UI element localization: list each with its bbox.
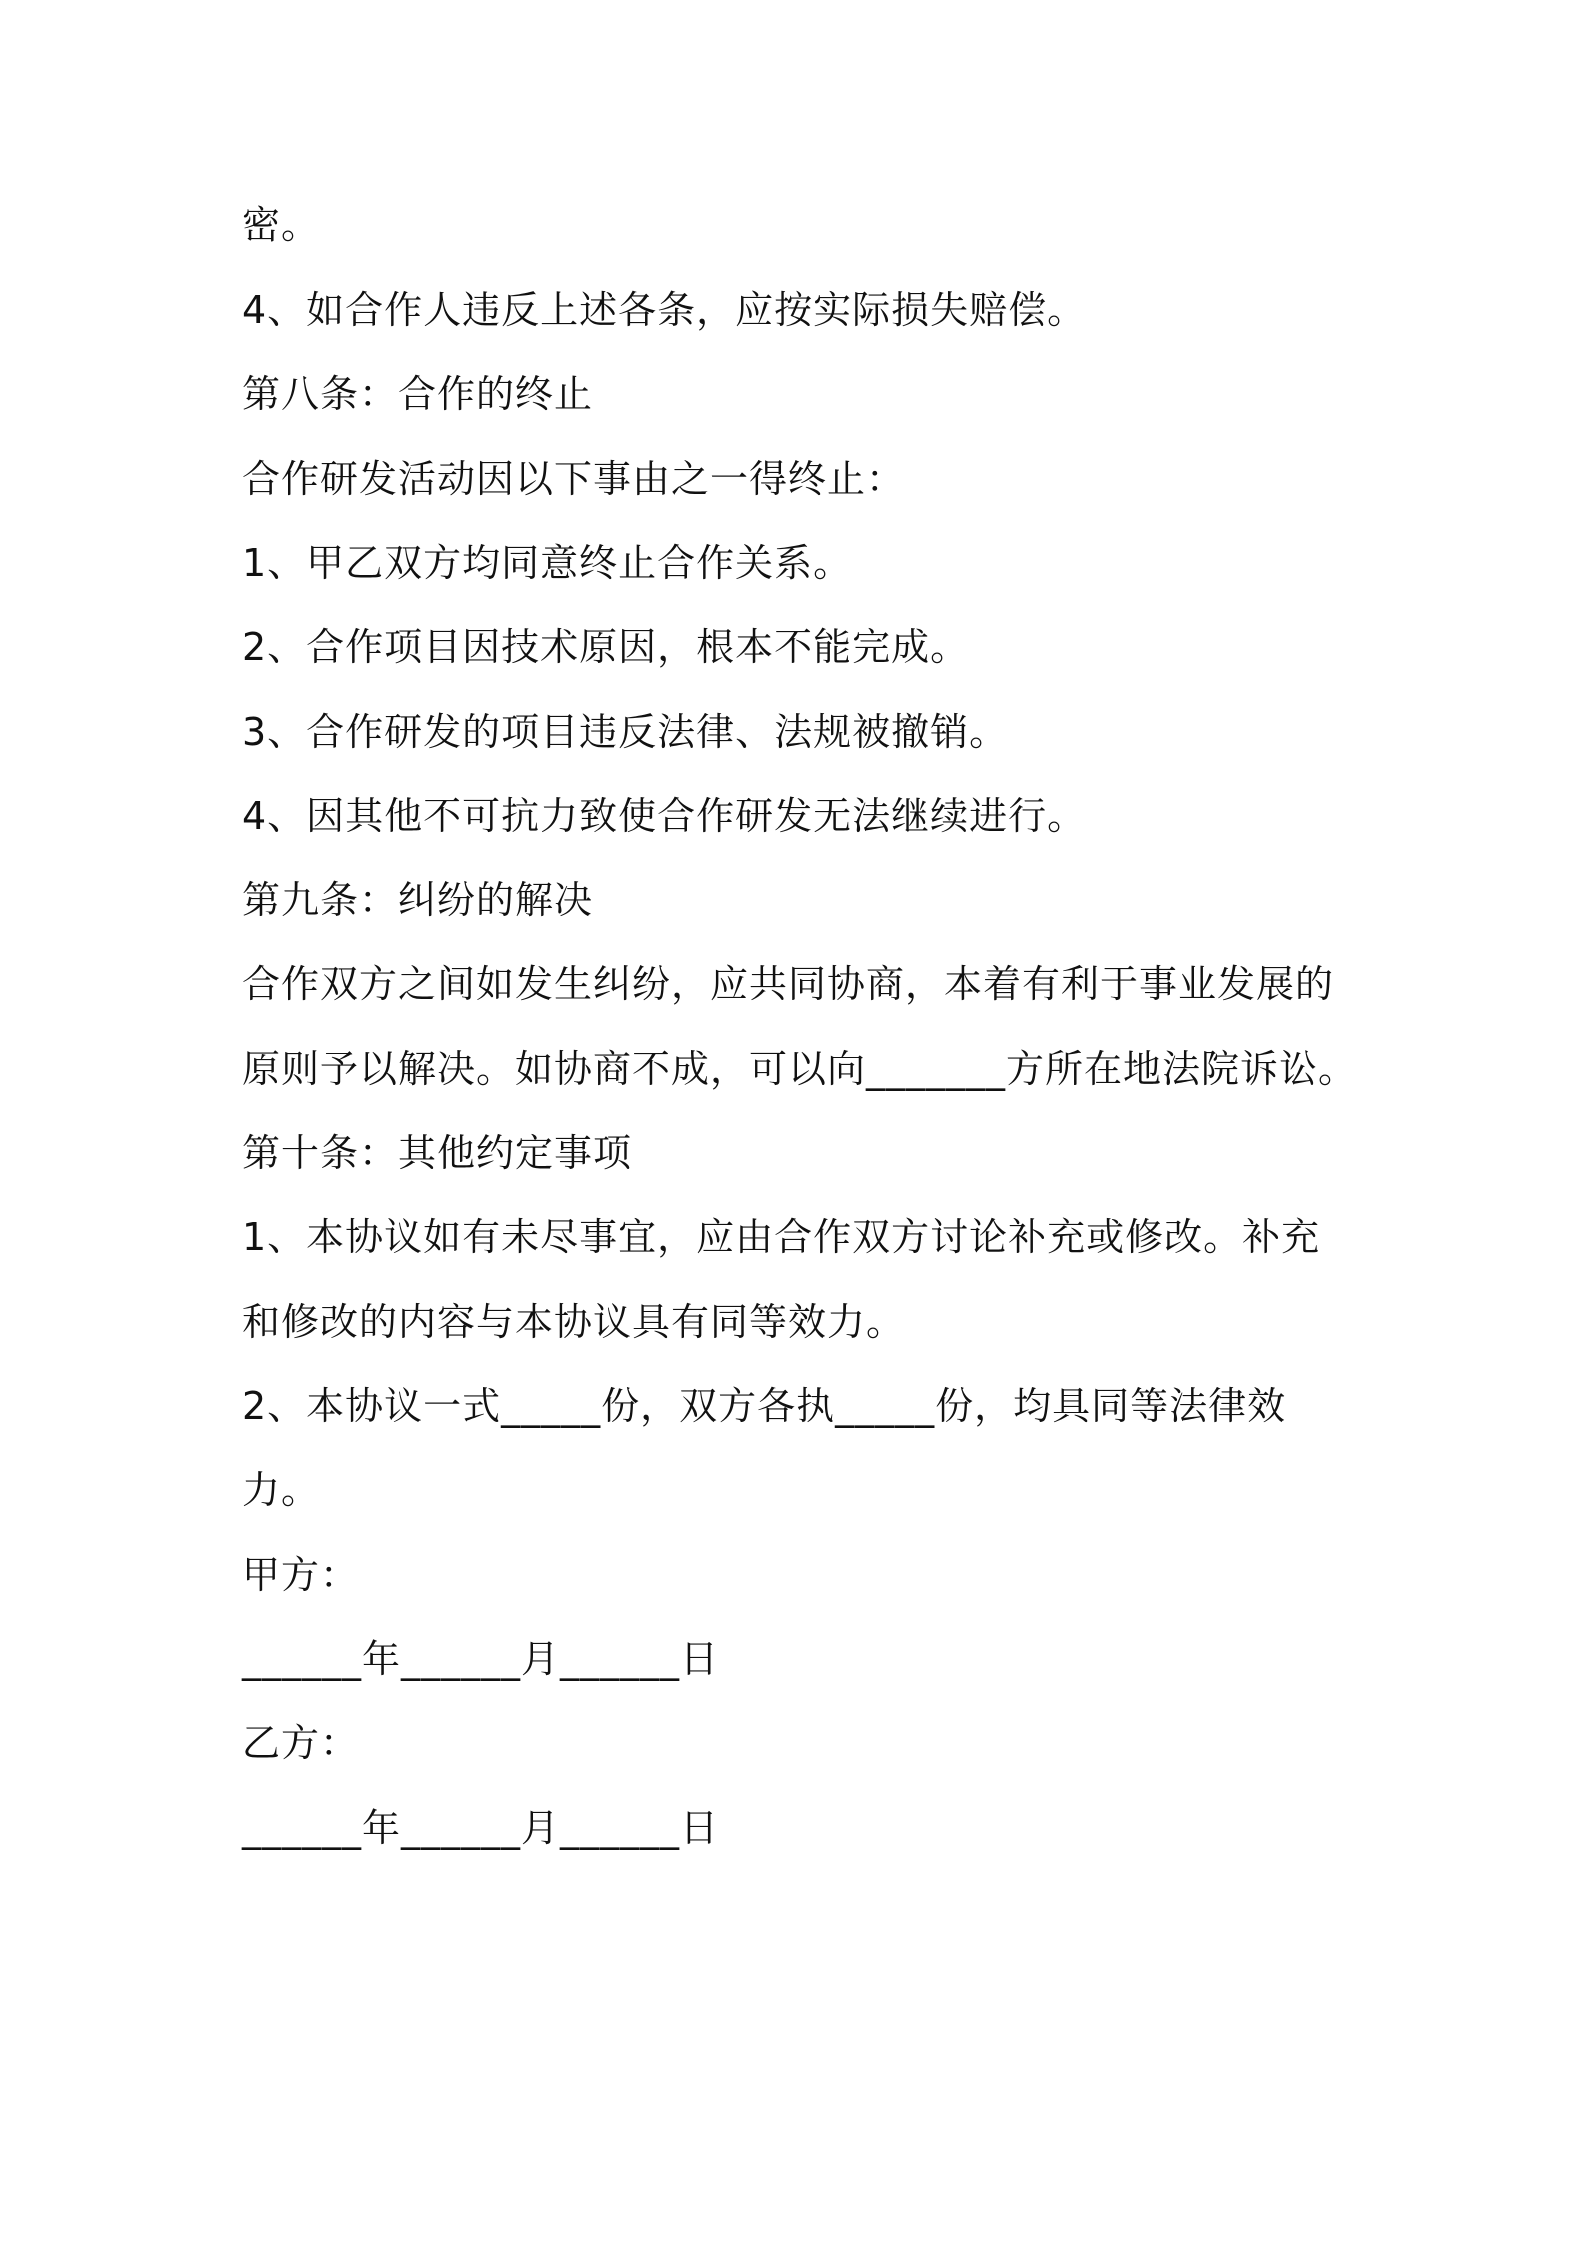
text-line: 原则予以解决。如协商不成，可以向_______方所在地法院诉讼。: [242, 1047, 1358, 1091]
text-line: 合作研发活动因以下事由之一得终止：: [242, 457, 906, 501]
text-line: 力。: [242, 1468, 321, 1512]
list-item: 1、甲乙双方均同意终止合作关系。: [242, 541, 853, 585]
party-a-label: 甲方：: [242, 1553, 360, 1597]
party-b-label: 乙方：: [242, 1721, 360, 1765]
party-a-date-line: ______年______月______日: [242, 1637, 720, 1681]
text-line: 合作双方之间如发生纠纷，应共同协商，本着有利于事业发展的: [242, 962, 1335, 1006]
list-item: 2、本协议一式_____份，双方各执_____份，均具同等法律效: [242, 1384, 1287, 1428]
section-heading: 第十条：其他约定事项: [242, 1131, 633, 1175]
text-line: 4、如合作人违反上述各条，应按实际损失赔偿。: [242, 288, 1087, 332]
list-item: 4、因其他不可抗力致使合作研发无法继续进行。: [242, 794, 1087, 838]
section-heading: 第九条：纠纷的解决: [242, 878, 594, 922]
party-b-date-line: ______年______月______日: [242, 1806, 720, 1850]
text-line: 和修改的内容与本协议具有同等效力。: [242, 1300, 906, 1344]
section-heading: 第八条：合作的终止: [242, 372, 594, 416]
list-item: 2、合作项目因技术原因，根本不能完成。: [242, 625, 970, 669]
list-item: 1、本协议如有未尽事宜，应由合作双方讨论补充或修改。补充: [242, 1215, 1321, 1259]
text-line: 密。: [242, 203, 321, 247]
list-item: 3、合作研发的项目违反法律、法规被撤销。: [242, 710, 1009, 754]
